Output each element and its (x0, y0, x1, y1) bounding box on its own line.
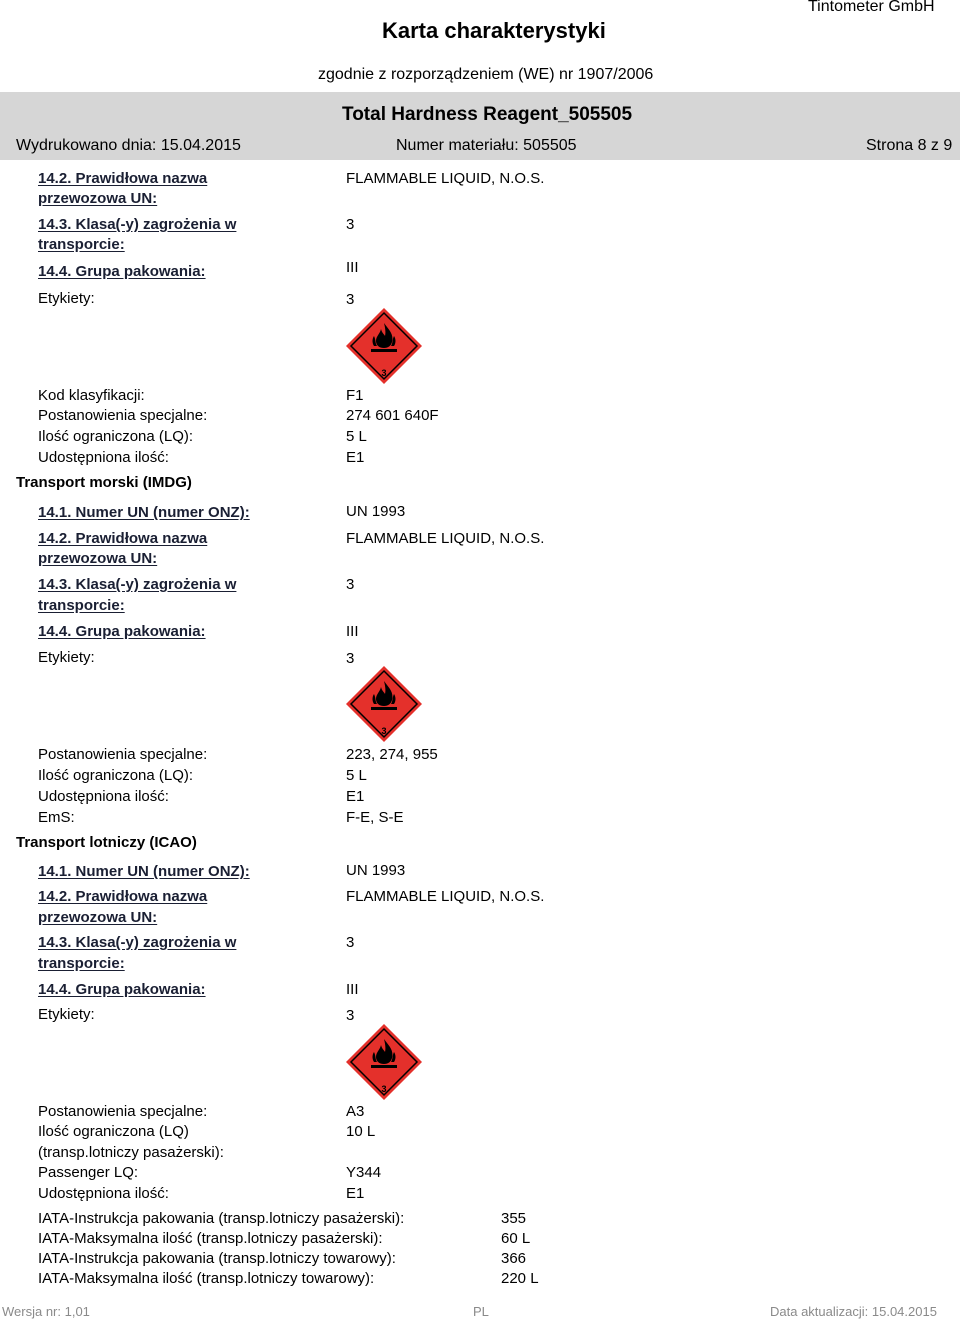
special-provisions-label: Postanowienia specjalne: (38, 407, 208, 424)
imdg-section-title: Transport morski (IMDG) (16, 474, 192, 491)
limited-quantity-label: Ilość ograniczona (LQ): (38, 428, 194, 445)
imdg-diamond-class-number: 3 (381, 726, 387, 736)
proper-name-value: FLAMMABLE LIQUID, N.O.S. (346, 170, 545, 187)
footer-language: PL (473, 1304, 489, 1319)
imdg-special-provisions-label: Postanowienia specjalne: (38, 746, 208, 763)
icao-un-number-value: UN 1993 (346, 862, 406, 879)
classification-code-label: Kod klasyfikacji: (38, 387, 145, 404)
imdg-limited-quantity-value: 5 L (346, 767, 367, 784)
icao-packing-group-value: III (346, 981, 359, 998)
imdg-proper-name-value: FLAMMABLE LIQUID, N.O.S. (346, 530, 545, 547)
icao-proper-name-label-cont: przewozowa UN: (38, 909, 158, 926)
hazard-class-label: 14.3. Klasa(-y) zagrożenia w (38, 216, 237, 233)
icao-hazard-class-value: 3 (346, 934, 355, 951)
imdg-labels-value: 3 (346, 650, 355, 667)
imdg-flammable-liquid-pictogram-icon (344, 664, 424, 744)
icao-proper-name-value: FLAMMABLE LIQUID, N.O.S. (346, 888, 545, 905)
classification-code-value: F1 (346, 387, 364, 404)
imdg-packing-group-value: III (346, 623, 359, 640)
proper-name-label: 14.2. Prawidłowa nazwa (38, 170, 208, 187)
limited-quantity-value: 5 L (346, 428, 367, 445)
page-number: Strona 8 z 9 (866, 137, 953, 154)
packing-group-value: III (346, 259, 359, 276)
labels-value: 3 (346, 291, 355, 308)
imdg-ems-label: EmS: (38, 809, 75, 826)
iata-pax-packing-instruction-label: IATA-Instrukcja pakowania (transp.lotniczy pasażerski): (38, 1210, 405, 1227)
iata-cargo-max-quantity-value: 220 L (501, 1270, 539, 1287)
icao-special-provisions-label: Postanowienia specjalne: (38, 1103, 208, 1120)
icao-diamond-class-number: 3 (381, 1084, 387, 1094)
iata-cargo-packing-instruction-value: 366 (501, 1250, 527, 1267)
regulation-subtitle: zgodnie z rozporządzeniem (WE) nr 1907/2006 (318, 66, 654, 83)
proper-name-label-cont: przewozowa UN: (38, 190, 158, 207)
imdg-packing-group-label: 14.4. Grupa pakowania: (38, 623, 206, 640)
printed-date: Wydrukowano dnia: 15.04.2015 (16, 137, 241, 154)
flammable-liquid-pictogram-icon (344, 306, 424, 386)
company-name: Tintometer GmbH (808, 0, 935, 15)
imdg-excepted-quantity-value: E1 (346, 788, 365, 805)
diamond-class-number: 3 (381, 368, 387, 378)
imdg-proper-name-label: 14.2. Prawidłowa nazwa (38, 530, 208, 547)
icao-un-number-label: 14.1. Numer UN (numer ONZ): (38, 863, 250, 880)
imdg-hazard-class-label: 14.3. Klasa(-y) zagrożenia w (38, 576, 237, 593)
icao-special-provisions-value: A3 (346, 1103, 365, 1120)
footer-update-date: Data aktualizacji: 15.04.2015 (770, 1304, 937, 1319)
icao-hazard-class-label-cont: transporcie: (38, 955, 125, 972)
icao-flammable-liquid-pictogram-icon (344, 1022, 424, 1102)
imdg-un-number-value: UN 1993 (346, 503, 406, 520)
iata-pax-max-quantity-label: IATA-Maksymalna ilość (transp.lotniczy pasażerski): (38, 1230, 383, 1247)
document-title: Karta charakterystyki (382, 18, 606, 43)
icao-limited-quantity-value: 10 L (346, 1123, 376, 1140)
special-provisions-value: 274 601 640F (346, 407, 439, 424)
imdg-un-number-label: 14.1. Numer UN (numer ONZ): (38, 504, 250, 521)
labels-label: Etykiety: (38, 290, 95, 307)
product-name: Total Hardness Reagent_505505 (342, 104, 633, 125)
imdg-hazard-class-label-cont: transporcie: (38, 597, 125, 614)
icao-limited-quantity-label-cont: (transp.lotniczy pasażerski): (38, 1144, 224, 1161)
iata-pax-packing-instruction-value: 355 (501, 1210, 527, 1227)
icao-passenger-lq-label: Passenger LQ: (38, 1164, 139, 1181)
material-number: Numer materiału: 505505 (396, 137, 577, 154)
icao-proper-name-label: 14.2. Prawidłowa nazwa (38, 888, 208, 905)
imdg-proper-name-label-cont: przewozowa UN: (38, 550, 158, 567)
icao-passenger-lq-value: Y344 (346, 1164, 382, 1181)
imdg-labels-label: Etykiety: (38, 649, 95, 666)
iata-cargo-max-quantity-label: IATA-Maksymalna ilość (transp.lotniczy towarowy): (38, 1270, 375, 1287)
iata-cargo-packing-instruction-label: IATA-Instrukcja pakowania (transp.lotniczy towarowy): (38, 1250, 396, 1267)
imdg-excepted-quantity-label: Udostępniona ilość: (38, 788, 169, 805)
hazard-class-label-cont: transporcie: (38, 236, 125, 253)
icao-excepted-quantity-label: Udostępniona ilość: (38, 1185, 169, 1202)
excepted-quantity-label: Udostępniona ilość: (38, 449, 169, 466)
excepted-quantity-value: E1 (346, 449, 365, 466)
hazard-class-value: 3 (346, 216, 355, 233)
packing-group-label: 14.4. Grupa pakowania: (38, 263, 206, 280)
footer-version: Wersja nr: 1,01 (2, 1304, 90, 1319)
icao-excepted-quantity-value: E1 (346, 1185, 365, 1202)
imdg-special-provisions-value: 223, 274, 955 (346, 746, 438, 763)
icao-labels-value: 3 (346, 1007, 355, 1024)
icao-packing-group-label: 14.4. Grupa pakowania: (38, 981, 206, 998)
icao-hazard-class-label: 14.3. Klasa(-y) zagrożenia w (38, 934, 237, 951)
imdg-ems-value: F-E, S-E (346, 809, 404, 826)
icao-section-title: Transport lotniczy (ICAO) (16, 834, 197, 851)
imdg-hazard-class-value: 3 (346, 576, 355, 593)
iata-pax-max-quantity-value: 60 L (501, 1230, 531, 1247)
icao-limited-quantity-label: Ilość ograniczona (LQ) (38, 1123, 189, 1140)
imdg-limited-quantity-label: Ilość ograniczona (LQ): (38, 767, 194, 784)
icao-labels-label: Etykiety: (38, 1006, 95, 1023)
